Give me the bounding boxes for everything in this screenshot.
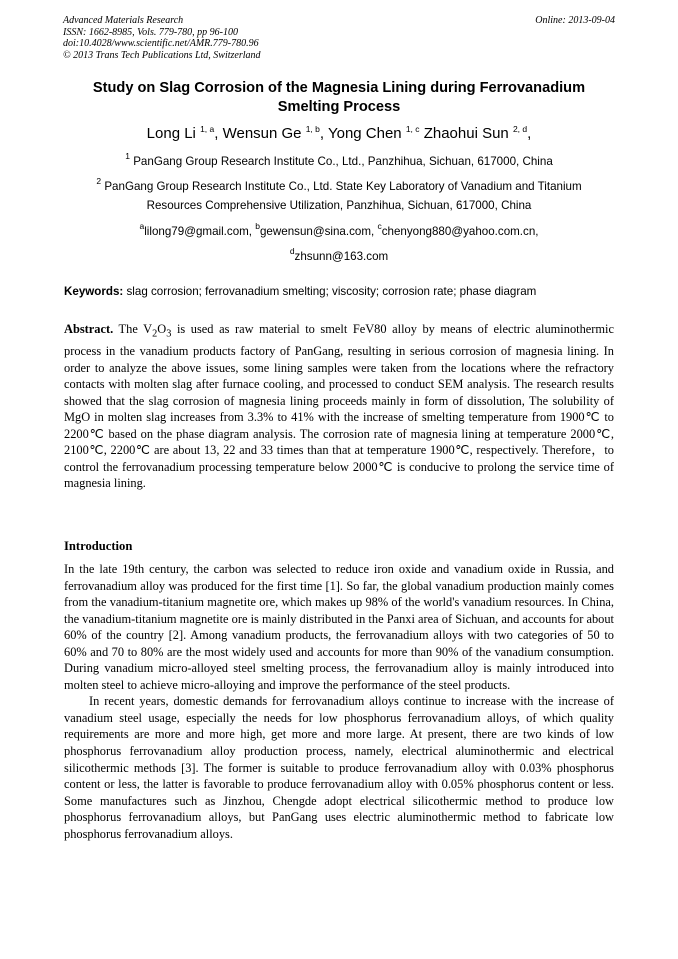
abstract-paragraph [64,321,614,492]
journal-name: Advanced Materials Research [63,15,184,26]
affiliation-mark: 2 [96,176,102,186]
email-block [40,219,638,269]
affiliation-text: PanGang Group Research Institute Co., Ltd., Panzhihua, Sichuan, 617000, China [133,155,553,168]
author-list [40,124,638,144]
paper-title [50,79,628,117]
affiliation-text: PanGang Group Research Institute Co., Ltd. State Key Laboratory of Vanadium and Titanium [104,180,582,193]
affiliation-mark: 1 [125,151,130,161]
doi-line[interactable]: doi:10.4028/www.scientific.net/AMR.779-780.96 [63,38,259,49]
online-date: Online: 2013-09-04 [535,15,615,26]
paragraph: In recent years, domestic demands for ferrovanadium alloys continue to increase with the increase of vanadium steel usage, especially the needs for low phosphorus ferrovanadium alloys, of which quality requirements are more and more high, get more and more large. At present, there are two kinds of low phosphorus ferrovanadium alloy production process, namely, electrical aluminothermic and electrical silicothermic methods [3]. The former is suitable to produce ferrovanadium alloy with 0.03% phosphorus content or less, the latter is favorable to produce ferrovanadium alloy with 0.05% phosphorus content or less. Some manufactures such as Jinzhou, Chengde adopt electrical silicothermic method to produce low phosphorus ferrovanadium alloys, but PanGang uses electric aluminothermic method to fabricate low phosphorus ferrovanadium alloys. [64,694,614,841]
email-link[interactable]: chenyong880@yahoo.com.cn, [381,225,539,238]
title-line-1: Study on Slag Corrosion of the Magnesia Lining during Ferrovanadium [92,80,586,96]
issn-line: ISSN: 1662-8985, Vols. 779-780, pp 96-100 [63,26,238,38]
keywords-line [64,282,624,302]
abstract-text: O [157,322,167,336]
keywords-text: slag corrosion; ferrovanadium smelting; viscosity; corrosion rate; phase diagram [123,285,537,298]
abstract-text: is used as raw material to smelt FeV80 alloy by means of electric aluminothermic process in the vanadium products factory of PanGang, resulting in serious corrosion of magnesia lining. In order to analyze the above issues, some lining samples were taken from the locations where the refractory contacts with molten slag after furnace cooling, and processed to conduct SEM analysis. The research results showed that the slag corrosion of magnesia lining proceeds mainly in form of dissolution, The solubility of MgO in molten slag increases from 3.3% to 41% with the increase of smelting temperature from 1900℃ to 2200℃ based on the phase diagram analysis. The corrosion rate of magnesia lining at temperature 2000℃, 2100℃, 2200℃ are about 13, 22 and 33 times than that at temperature 1900℃, respectively. Therefore，to control the ferrovanadium processing temperature below 2000℃ is conducive to prolong the service time of magnesia lining. [64,322,614,491]
affiliation-1 [40,152,638,171]
abstract-label: Abstract. [64,322,114,336]
paragraph: In the late 19th century, the carbon was selected to reduce iron oxide and vanadium oxide in Russia, and ferrovanadium alloy was produced for the first time [1]. So far, the global vanadium production mainly comes from the vanadium-titanium magnetite ore, which makes up 98% of the world's vanadium resources. In China, the vanadium-titanium magnetite ore is mainly distributed in the Panxi area of Sichuan, and accounts for about 60% of the country [2]. Among vanadium products, the ferrovanadium alloys with two categories of 50 to 60% and 70 to 80% are the most widely used and accounts for more than 90% of the vanadium consumption. During vanadium micro-alloyed steel smelting process, the ferrovanadium alloy is mainly introduced into molten steel to achieve micro-alloying and improve the performance of the steel products. [64,562,614,692]
keywords-label: Keywords: [64,285,124,298]
author-affiliation-mark: 1, a [200,124,215,134]
email-link[interactable]: lilong79@gmail.com, [144,225,256,238]
subscript: 3 [166,328,172,340]
abstract-text: The V [113,322,153,336]
author-name: Yong Chen [327,125,402,142]
author-name: Long Li [146,125,196,142]
title-line-2: Smelting Process [277,99,401,115]
email-mark: d [289,246,295,256]
author-separator: , [319,125,328,142]
section-heading-introduction: Introduction [64,539,133,553]
introduction-body [64,561,614,842]
subscript: 2 [152,328,158,340]
author-affiliation-mark: 2, d [512,124,528,134]
copyright-line: © 2013 Trans Tech Publications Ltd, Switzerland [63,49,261,61]
email-link[interactable]: gewensun@sina.com, [259,225,378,238]
email-mark: c [377,221,382,231]
author-affiliation-mark: 1, b [305,124,320,134]
author-separator: , [527,125,532,142]
affiliation-2 [40,177,638,215]
email-link[interactable]: zhsunn@163.com [294,250,389,263]
author-name: Zhaohui Sun [423,125,509,142]
email-mark: a [139,221,145,231]
affiliation-text: Resources Comprehensive Utilization, Panzhihua, Sichuan, 617000, China [146,199,532,212]
author-affiliation-mark: 1, c [405,124,420,134]
email-mark: b [255,221,260,231]
author-separator: , [214,125,223,142]
author-name: Wensun Ge [222,125,302,142]
journal-header [63,15,463,61]
